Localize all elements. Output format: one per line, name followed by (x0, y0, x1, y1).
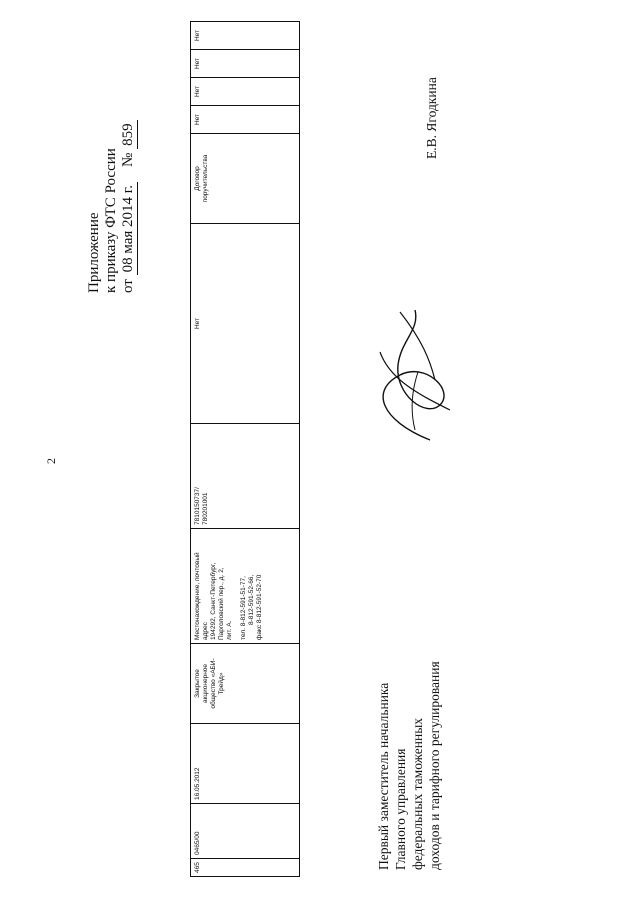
appendix-order-ref: к приказу ФТС России (103, 148, 119, 293)
cell-branches: Нет (191, 224, 300, 424)
appendix-number-sign: № (120, 152, 136, 167)
cell-flag: Нет (191, 22, 300, 50)
cell-flag: Нет (191, 78, 300, 106)
appendix-title: Приложение (86, 212, 102, 293)
cell-date: 16.05.2012 (191, 724, 300, 804)
appendix-order-number: 859 (120, 120, 138, 149)
cell-contract: Договор поручительства (191, 134, 300, 224)
table-row (191, 22, 300, 877)
appendix-date: 08 мая 2014 г. (120, 182, 138, 275)
cell-index: 465 (191, 859, 300, 877)
appendix-date-line (120, 33, 138, 293)
appendix-header (86, 33, 138, 293)
page-number: 2 (44, 458, 58, 464)
cell-inn-kpp: 7810150737/ 780201001 (191, 424, 300, 529)
appendix-from-label: от (120, 279, 136, 293)
handwritten-signature (360, 300, 470, 450)
cell-org-name: Закрытое акционерное общество «АБИ- Трейд» (191, 644, 300, 724)
registry-table (190, 21, 300, 877)
cell-address: Местонахождение, почтовый адрес 194292, Санкт-Петербург, Парголовский пер., д. 2, лит. А. тел. 8-812-591-51-77, 8-812-591-52-66, факс 8-812-591-52-70 (191, 529, 300, 644)
signatory-title: Первый заместитель начальника Главного управления федеральных таможенных доходов и тарифного регулирования (376, 661, 442, 870)
cell-flag: Нет (191, 106, 300, 134)
cell-reg-number: 0465/00 (191, 804, 300, 859)
cell-flag: Нет (191, 50, 300, 78)
signer-name: Е.В. Ягодкина (424, 77, 439, 159)
